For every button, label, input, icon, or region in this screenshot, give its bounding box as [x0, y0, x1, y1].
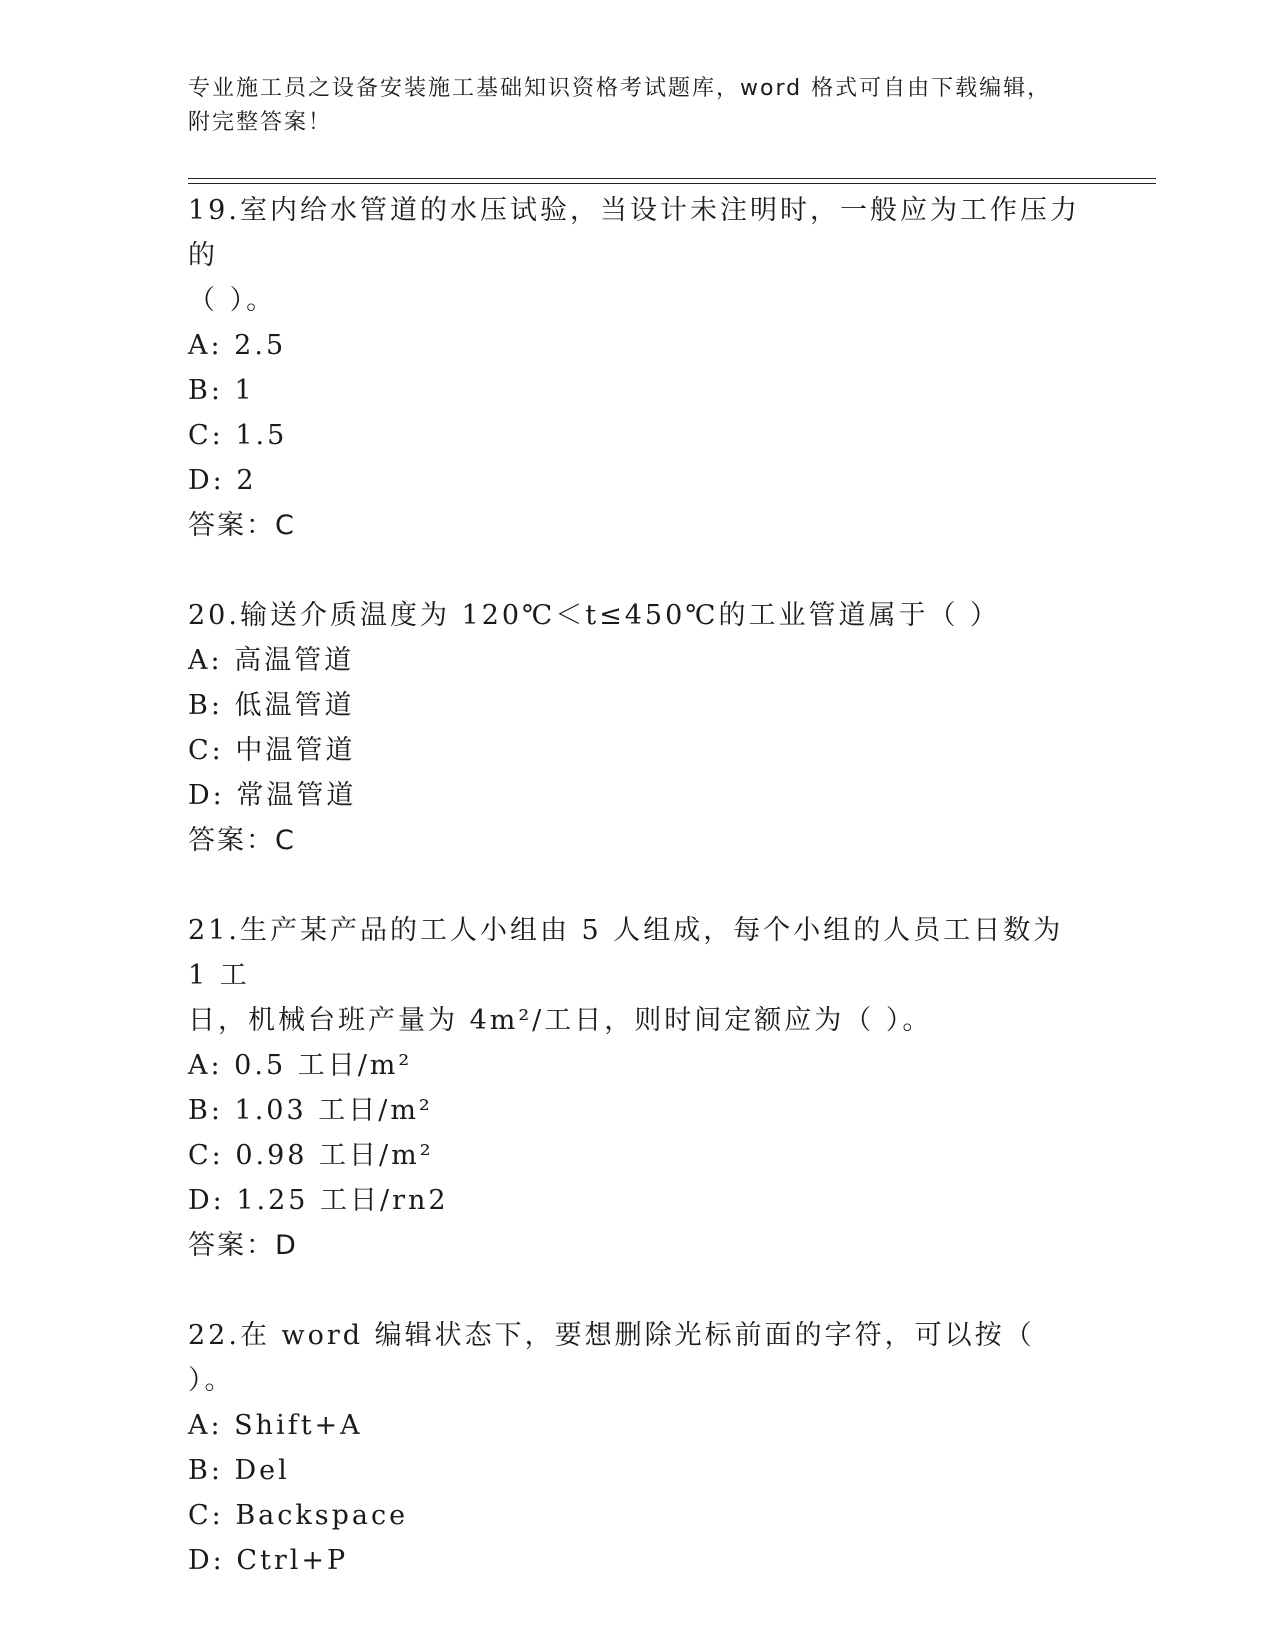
- question-text: 22.在 word 编辑状态下，要想删除光标前面的字符，可以按（ ）。: [188, 1320, 1035, 1396]
- option-b: B: Del: [188, 1455, 290, 1486]
- question-20: [188, 593, 1088, 863]
- question-text: 19.室内给水管道的水压试验，当设计未注明时，一般应为工作压力的: [188, 195, 1080, 271]
- answer: 答案：C: [188, 510, 296, 541]
- answer: 答案：C: [188, 825, 296, 856]
- question-text: 21.生产某产品的工人小组由 5 人组成，每个小组的人员工日数为 1 工: [188, 915, 1064, 991]
- header-line-2: 附完整答案！: [188, 110, 333, 135]
- option-d: D: 1.25 工日/rn2: [188, 1185, 449, 1216]
- option-a: A: 2.5: [188, 330, 287, 361]
- answer: 答案：D: [188, 1230, 298, 1261]
- option-c: C: 中温管道: [188, 735, 356, 766]
- option-b: B: 低温管道: [188, 690, 355, 721]
- option-d: D: 2: [188, 465, 257, 496]
- option-d: D: Ctrl+P: [188, 1545, 349, 1576]
- question-22: [188, 1313, 1088, 1583]
- option-d: D: 常温管道: [188, 780, 357, 811]
- option-c: C: 1.5: [188, 420, 288, 451]
- option-b: B: 1: [188, 375, 255, 406]
- spacer: [188, 548, 1088, 593]
- option-c: C: 0.98 工日/m²: [188, 1140, 434, 1171]
- spacer: [188, 1268, 1088, 1313]
- question-text-continued: （ ）。: [188, 285, 277, 316]
- question-21: [188, 908, 1088, 1268]
- question-text-continued: 日，机械台班产量为 4m²/工日，则时间定额应为（ ）。: [188, 1005, 933, 1036]
- option-c: C: Backspace: [188, 1500, 409, 1531]
- option-a: A: 0.5 工日/m²: [188, 1050, 413, 1081]
- header-divider-bottom: [188, 183, 1156, 184]
- header-line-1: 专业施工员之设备安装施工基础知识资格考试题库，word 格式可自由下载编辑，: [188, 76, 1052, 101]
- spacer: [188, 863, 1088, 908]
- question-text: 20.输送介质温度为 120℃＜t≤450℃的工业管道属于（ ）: [188, 600, 1001, 631]
- option-a: A: Shift+A: [188, 1410, 363, 1441]
- question-19: [188, 188, 1088, 548]
- document-header: [188, 72, 1088, 140]
- option-a: A: 高温管道: [188, 645, 355, 676]
- header-divider-top: [188, 178, 1156, 179]
- option-b: B: 1.03 工日/m²: [188, 1095, 433, 1126]
- question-list: [188, 188, 1088, 1583]
